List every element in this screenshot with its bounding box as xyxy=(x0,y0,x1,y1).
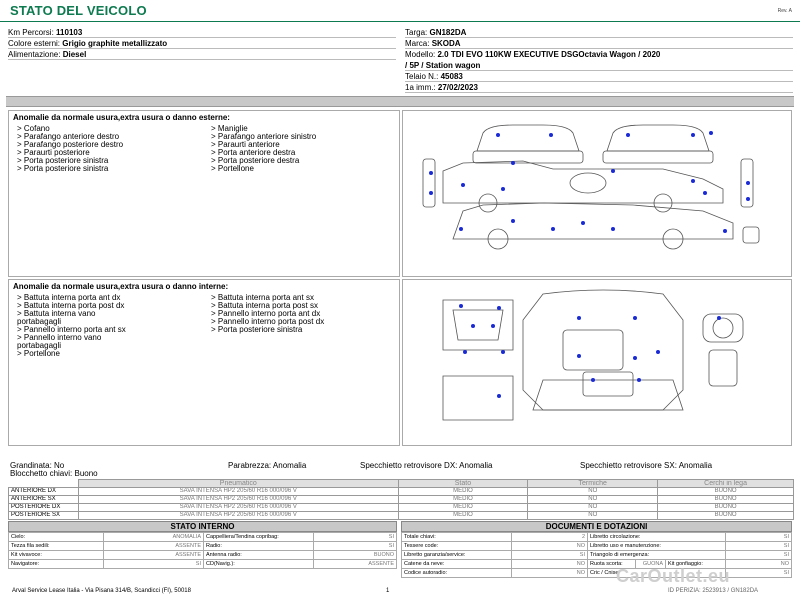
page-title: STATO DEL VEICOLO xyxy=(10,3,147,18)
external-damage-panel xyxy=(8,110,400,277)
modello-row-2: / 5P / Station wagon xyxy=(405,60,793,71)
revision-label: Rev. A xyxy=(777,8,792,14)
footer-doc-ref: ID PERIZIA: 2523913 / GN182DA xyxy=(668,588,759,594)
immatricolazione-row: 1a imm.: 27/02/2023 xyxy=(405,82,793,93)
specchietto-dx-text: Specchietto retrovisore DX: Anomalia xyxy=(360,461,493,470)
parabrezza-text: Parabrezza: Anomalia xyxy=(228,461,307,470)
exterior-car-diagram-svg xyxy=(403,111,791,276)
summary-line xyxy=(10,462,795,480)
vehicle-info-right xyxy=(405,27,793,93)
blocchetto-text: Blocchetto chiavi: Buono xyxy=(10,469,98,478)
table-row: POSTERIORE DX SAVA INTENSA HP2 205/60 R16 000/096 V MEDIO NO BUONO xyxy=(9,504,794,512)
documenti-section xyxy=(401,521,792,578)
color-row: Colore esterni: Grigio graphite metallizzato xyxy=(8,38,396,49)
grandinata-text: Grandinata: No xyxy=(10,461,65,470)
table-row: Libretto garanzia/service: SI Triangolo di emergenza: SI xyxy=(402,551,792,560)
modello-row: Modello: 2.0 TDI EVO 110KW EXECUTIVE DSGOctavia Wagon / 2020 xyxy=(405,50,661,59)
tyres-table xyxy=(8,479,794,520)
termiche-header: Termiche xyxy=(528,480,658,488)
header-divider xyxy=(0,21,800,22)
interior-car-diagram-svg xyxy=(403,280,791,445)
specchietto-sx-text: Specchietto retrovisore SX: Anomalia xyxy=(580,461,713,470)
interior-car-diagram xyxy=(402,279,792,446)
documenti-table xyxy=(401,532,792,578)
table-row: POSTERIORE SX SAVA INTENSA HP2 205/60 R16 000/096 V MEDIO NO BUONO xyxy=(9,512,794,520)
footer-company: Arval Service Lease Italia - Via Pisana 314/B, Scandicci (FI), 50018 xyxy=(12,588,191,594)
internal-damage-panel xyxy=(8,279,400,446)
watermark-logo: CarOutlet.eu xyxy=(616,566,731,586)
tyres-header-row xyxy=(9,480,794,488)
telaio-row: Telaio N.: 45083 xyxy=(405,71,793,82)
table-row: Kit vivavoce: ASSENTE Antenna radio: BUONO xyxy=(9,551,397,560)
table-row: Catene da neve: NO Ruota scorta: GUONA Kit gonfiaggio: NO xyxy=(402,560,792,569)
internal-damage-list-2: > Battuta interna porta ant sx > Battuta interna porta post sx > Pannello interno porta ant dx > Pannello interno porta post dx > Porta posteriore sinistra xyxy=(211,293,325,334)
table-row: ANTERIORE DX SAVA INTENSA HP2 205/60 R16 000/096 V MEDIO NO BUONO xyxy=(9,488,794,496)
stato-interno-section xyxy=(8,521,397,569)
section-divider-bar xyxy=(6,96,794,107)
fuel-row: Alimentazione: Diesel xyxy=(8,49,396,60)
table-row: Codice autoradio: NO Cric / Cnise: SI xyxy=(402,569,792,578)
cerchi-header: Cerchi in lega xyxy=(658,480,794,488)
documenti-title: DOCUMENTI E DOTAZIONI xyxy=(401,521,792,532)
targa-row: Targa: GN182DA xyxy=(405,27,793,38)
footer-page-number: 1 xyxy=(386,588,390,594)
table-row: Tezza fila sedili: ASSENTE Radio: SI xyxy=(9,542,397,551)
marca-row: Marca: SKODA xyxy=(405,38,793,49)
km-row: Km Percorsi: 110103 xyxy=(8,27,396,38)
table-row: Tessere code: NO Libretto uso e manutenzione: SI xyxy=(402,542,792,551)
table-row: Navigatore: SI CD(Navig.): ASSENTE xyxy=(9,560,397,569)
exterior-car-diagram xyxy=(402,110,792,277)
tyre-header: Pneumatico xyxy=(78,480,398,488)
external-damage-list-1: > Cofano > Parafango anteriore destro > Parafango posteriore destro > Paraurti posteriore > Porta posteriore sinistra > Porta posteriore sinistra xyxy=(17,124,124,173)
stato-interno-table xyxy=(8,532,397,569)
internal-damage-title: Anomalie da normale usura,extra usura o danno interne: xyxy=(13,282,229,291)
stato-interno-title: STATO INTERNO xyxy=(8,521,397,532)
table-row: Cielo: ANOMALIA Cappelliera/Tendina copribag: SI xyxy=(9,533,397,542)
internal-damage-list-1: > Battuta interna porta ant dx > Battuta interna porta post dx > Battuta interna vano portabagagli > Pannello interno porta ant sx > Pannello interno vano portabagagli > Portellone xyxy=(17,293,126,358)
external-damage-list-2: > Maniglie > Parafango anteriore sinistro > Paraurti anteriore > Porta anteriore destra > Porta posteriore destra > Portellone xyxy=(211,124,317,173)
table-row: ANTERIORE SX SAVA INTENSA HP2 205/60 R16 000/096 V MEDIO NO BUONO xyxy=(9,496,794,504)
table-row: Totale chiavi: 2 Libretto circolazione: SI xyxy=(402,533,792,542)
external-damage-title: Anomalie da normale usura,extra usura o danno esterne: xyxy=(13,113,230,122)
stato-header: Stato xyxy=(398,480,528,488)
vehicle-info-left xyxy=(8,27,396,60)
